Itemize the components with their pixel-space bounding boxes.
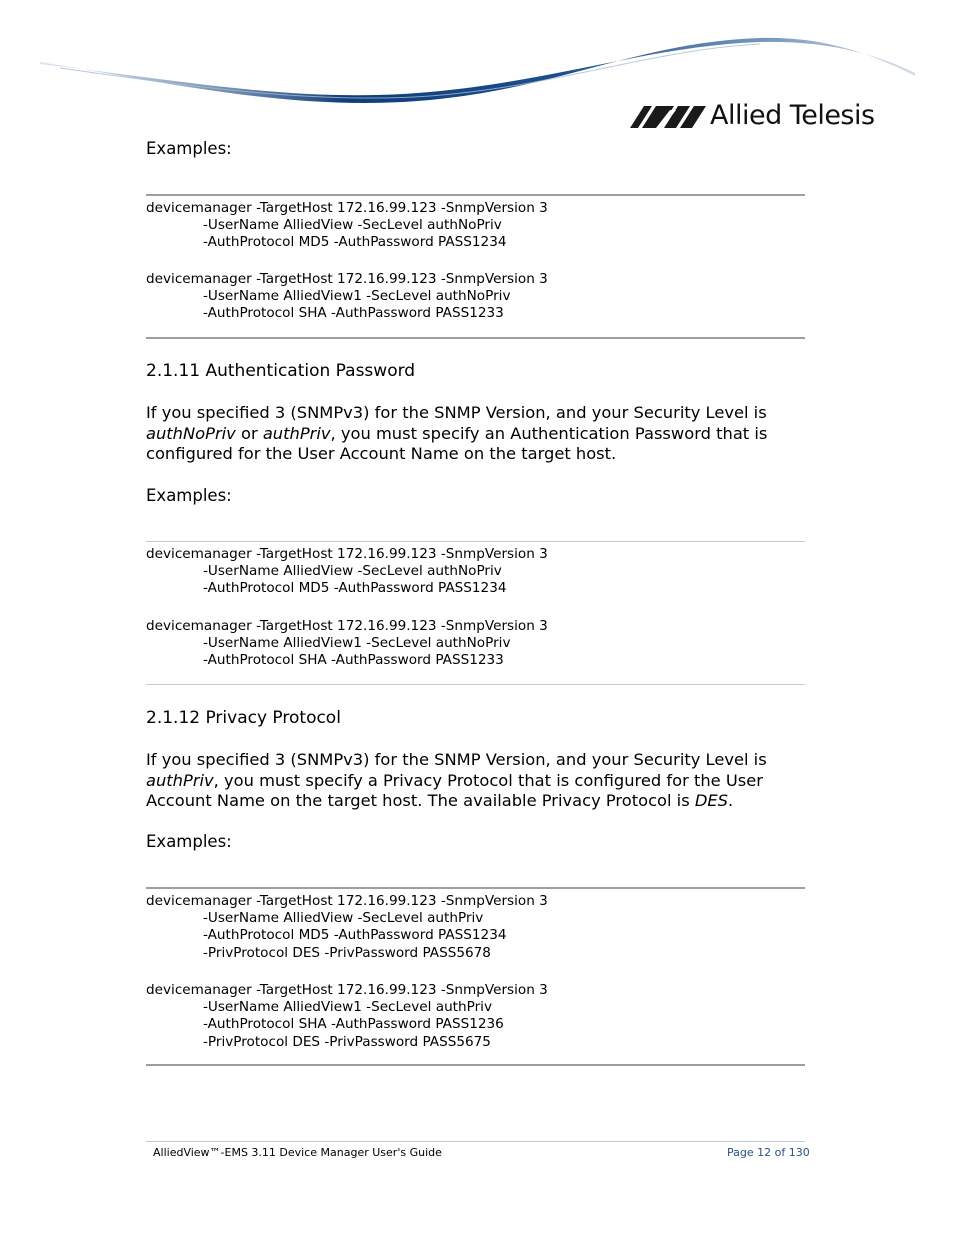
paragraph-privacy-protocol: If you specified 3 (SNMPv3) for the SNMP Version, and your Security Level is authPriv, you must specify a Privacy Protocol that is configured for the User Account Name on the target host. The available Privacy Protocol is DES.	[146, 750, 767, 810]
code-example: devicemanager -TargetHost 172.16.99.123 -SnmpVersion 3 -UserName AlliedView1 -SecLevel authNoPriv -AuthProtocol SHA -AuthPassword PASS1233	[146, 271, 548, 322]
examples-label-1: Examples:	[146, 139, 232, 158]
footer-document-title: AlliedView™-EMS 3.11 Device Manager User's Guide	[153, 1146, 442, 1159]
divider	[146, 887, 805, 889]
section-heading-authentication-password: 2.1.11 Authentication Password	[146, 361, 416, 381]
divider	[146, 194, 805, 196]
allied-telesis-logo	[630, 100, 875, 134]
section-heading-privacy-protocol: 2.1.12 Privacy Protocol	[146, 708, 341, 728]
code-example: devicemanager -TargetHost 172.16.99.123 -SnmpVersion 3 -UserName AlliedView -SecLevel authNoPriv -AuthProtocol MD5 -AuthPassword PASS1234	[146, 200, 548, 251]
code-example: devicemanager -TargetHost 172.16.99.123 -SnmpVersion 3 -UserName AlliedView -SecLevel authPriv -AuthProtocol MD5 -AuthPassword PASS1234 -PrivProtocol DES -PrivPassword PASS5678	[146, 893, 548, 961]
code-example: devicemanager -TargetHost 172.16.99.123 -SnmpVersion 3 -UserName AlliedView1 -SecLevel authPriv -AuthProtocol SHA -AuthPassword PASS1236 -PrivProtocol DES -PrivPassword PASS5675	[146, 982, 548, 1050]
logo-text: Allied Telesis	[710, 100, 875, 131]
divider	[146, 337, 805, 339]
code-example: devicemanager -TargetHost 172.16.99.123 -SnmpVersion 3 -UserName AlliedView1 -SecLevel authNoPriv -AuthProtocol SHA -AuthPassword PASS1233	[146, 618, 548, 669]
examples-label-2: Examples:	[146, 486, 232, 505]
divider	[146, 684, 805, 685]
footer-divider	[146, 1141, 805, 1142]
footer-page-number: Page 12 of 130	[727, 1146, 810, 1159]
divider	[146, 541, 805, 542]
paragraph-authentication-password: If you specified 3 (SNMPv3) for the SNMP Version, and your Security Level is authNoPriv or authPriv, you must specify an Authentication Password that is configured for the User Account Name on the target host.	[146, 403, 768, 463]
divider	[146, 1064, 805, 1066]
logo-mark-icon	[630, 106, 706, 128]
code-example: devicemanager -TargetHost 172.16.99.123 -SnmpVersion 3 -UserName AlliedView -SecLevel authNoPriv -AuthProtocol MD5 -AuthPassword PASS1234	[146, 546, 548, 597]
examples-label-3: Examples:	[146, 832, 232, 851]
